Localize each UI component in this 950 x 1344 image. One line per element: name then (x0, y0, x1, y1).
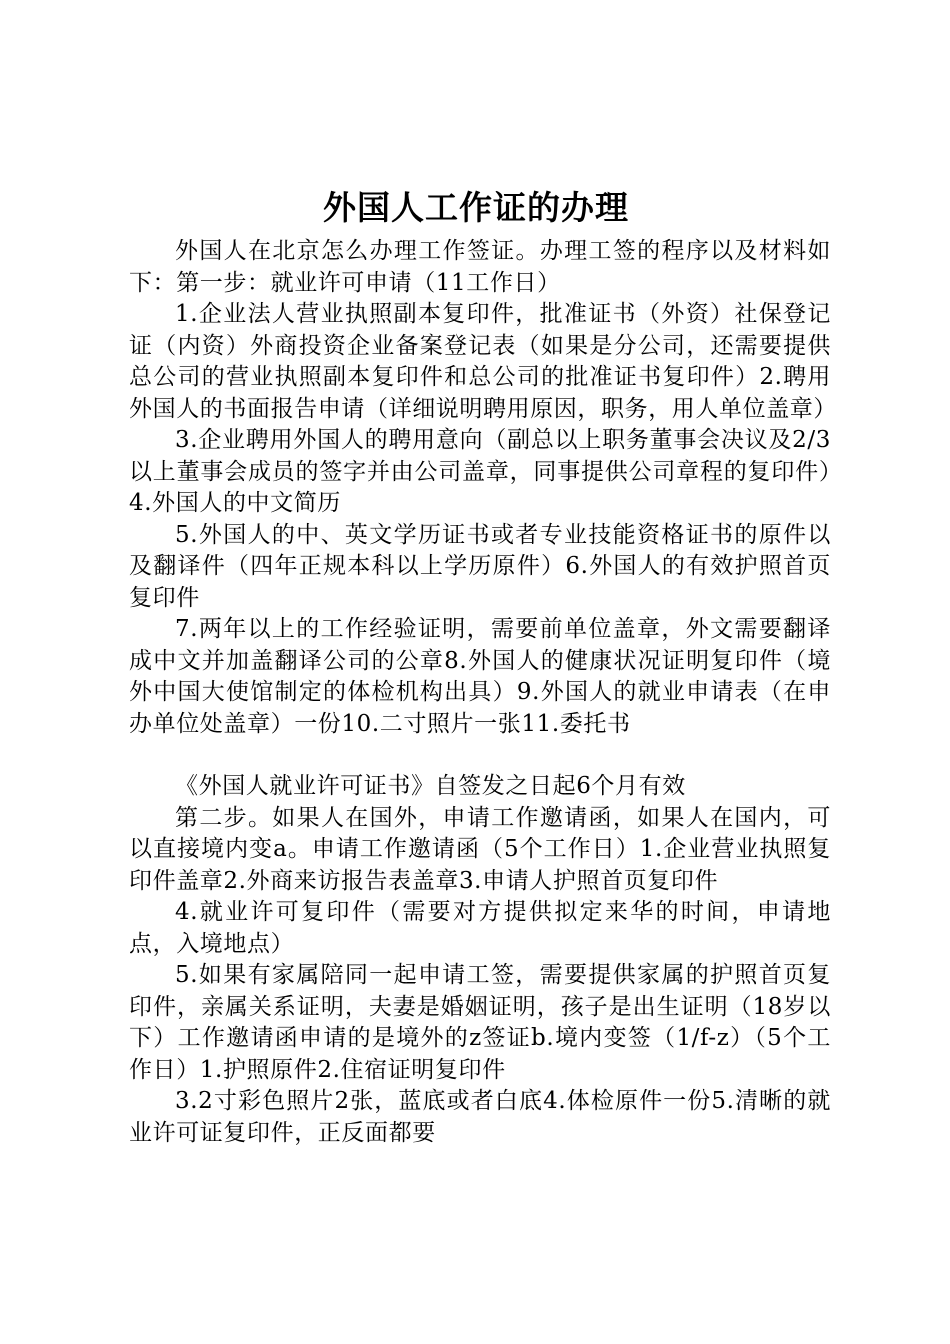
paragraph-item-3-4: 3.企业聘用外国人的聘用意向（副总以上职务董事会决议及2/3以上董事会成员的签字并由公司盖章，同事提供公司章程的复印件）4.外国人的中文简历 (129, 427, 831, 516)
paragraph-item-1-2: 1.企业法人营业执照副本复印件，批准证书（外资）社保登记证（内资）外商投资企业备案登记表（如果是分公司，还需要提供总公司的营业执照副本复印件和总公司的批准证书复印件）2.聘用外国人的书面报告申请（详细说明聘用原因，职务，用人单位盖章） (129, 301, 837, 422)
paragraph-item-3-5: 3.2寸彩色照片2张，蓝底或者白底4.体检原件一份5.清晰的就业许可证复印件，正反面都要 (129, 1088, 831, 1146)
paragraph-step-2: 第二步。如果人在国外，申请工作邀请函，如果人在国内，可以直接境内变a。申请工作邀请函（5个工作日）1.企业营业执照复印件盖章2.外商来访报告表盖章3.申请人护照首页复印件 (129, 804, 831, 894)
paragraph-item-5-family: 5.如果有家属陪同一起申请工签，需要提供家属的护照首页复印件，亲属关系证明，夫妻是婚姻证明，孩子是出生证明（18岁以下）工作邀请函申请的是境外的z签证b.境内变签（1/f-z）（5个工作日）1.护照原件2.住宿证明复印件 (129, 962, 831, 1083)
paragraph-item-5-6: 5.外国人的中、英文学历证书或者专业技能资格证书的原件以及翻译件（四年正规本科以上学历原件）6.外国人的有效护照首页复印件 (129, 521, 831, 611)
paragraph-validity: 《外国人就业许可证书》自签发之日起6个月有效 (175, 773, 686, 799)
paragraph-intro: 外国人在北京怎么办理工作签证。办理工签的程序以及材料如下：第一步：就业许可申请（11工作日） (129, 238, 831, 296)
document-title: 外国人工作证的办理 (323, 188, 629, 227)
paragraph-gap (129, 740, 831, 771)
paragraph-item-4: 4.就业许可复印件（需要对方提供拟定来华的时间，申请地点，入境地点） (129, 899, 831, 957)
document-page (129, 180, 837, 1149)
paragraph-item-7-11: 7.两年以上的工作经验证明，需要前单位盖章，外文需要翻译成中文并加盖翻译公司的公章8.外国人的健康状况证明复印件（境外中国大使馆制定的体检机构出具）9.外国人的就业申请表（在申办单位处盖章）一份10.二寸照片一张11.委托书 (129, 616, 831, 737)
